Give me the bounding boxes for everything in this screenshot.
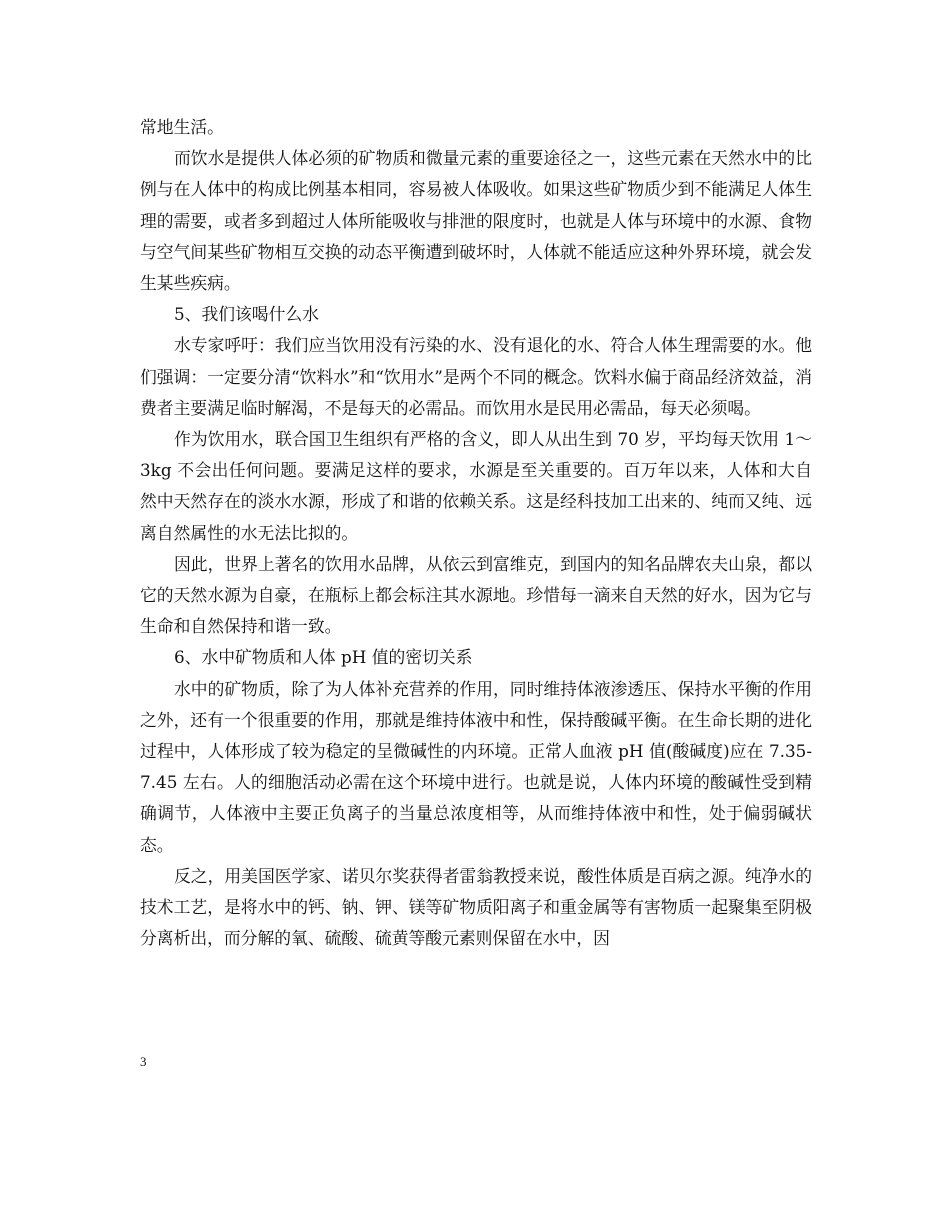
paragraph-acidic-constitution: 反之，用美国医学家、诺贝尔奖获得者雷翁教授来说，酸性体质是百病之源。纯净水的技术工艺，是将水中的钙、钠、钾、镁等矿物质阳离子和重金属等有害物质一起聚集至阴极分离析出，而分解的氧、硫酸、硫黄等酸元素则保留在水中，因 bbox=[140, 865, 812, 949]
paragraph-famous-brands: 因此，世界上著名的饮用水品牌，从依云到富维克，到国内的知名品牌农夫山泉，都以它的天然水源为自豪，在瓶标上都会标注其水源地。珍惜每一滴来自天然的好水，因为它与生命和自然保持和谐一致。 bbox=[140, 553, 812, 637]
section-heading-6: 6、水中矿物质和人体 pH 值的密切关系 bbox=[174, 647, 473, 668]
section-heading-5: 5、我们该喝什么水 bbox=[174, 304, 319, 325]
page-number: 3 bbox=[140, 1054, 147, 1069]
paragraph-continuation: 常地生活。 bbox=[140, 117, 224, 137]
paragraph-drinking-water-minerals: 而饮水是提供人体必须的矿物质和微量元素的重要途径之一，这些元素在天然水中的比例与在人体中的构成比例基本相同，容易被人体吸收。如果这些矿物质少到不能满足人体生理的需要，或者多到超过人体所能吸收与排泄的限度时，也就是人体与环境中的水源、食物与空气间某些矿物相互交换的动态平衡遭到破坏时，人体就不能适应这种外界环境，就会发生某些疾病。 bbox=[140, 148, 812, 294]
paragraph-who-definition: 作为饮用水，联合国卫生组织有严格的含义，即人从出生到 70 岁，平均每天饮用 1～3kg 不会出任何问题。要满足这样的要求，水源是至关重要的。百万年以来，人体和大自然中天然存在的淡水水源，形成了和谐的依赖关系。这是经科技加工出来的、纯而又纯、远离自然属性的水无法比拟的。 bbox=[140, 429, 812, 543]
document-body bbox=[140, 112, 812, 954]
paragraph-minerals-ph: 水中的矿物质，除了为人体补充营养的作用，同时维持体液渗透压、保持水平衡的作用之外，还有一个很重要的作用，那就是维持体液中和性，保持酸碱平衡。在生命长期的进化过程中，人体形成了较为稳定的呈微碱性的内环境。正常人血液 pH 值(酸碱度)应在 7.35-7.45 左右。人的细胞活动必需在这个环境中进行。也就是说，人体内环境的酸碱性受到精确调节，人体液中主要正负离子的当量总浓度相等，从而维持体液中和性，处于偏弱碱状态。 bbox=[140, 678, 812, 855]
paragraph-expert-advice: 水专家呼吁：我们应当饮用没有污染的水、没有退化的水、符合人体生理需要的水。他们强调：一定要分清“饮料水”和“饮用水”是两个不同的概念。饮料水偏于商品经济效益，消费者主要满足临时解渴，不是每天的必需品。而饮用水是民用必需品，每天必须喝。 bbox=[140, 335, 813, 418]
